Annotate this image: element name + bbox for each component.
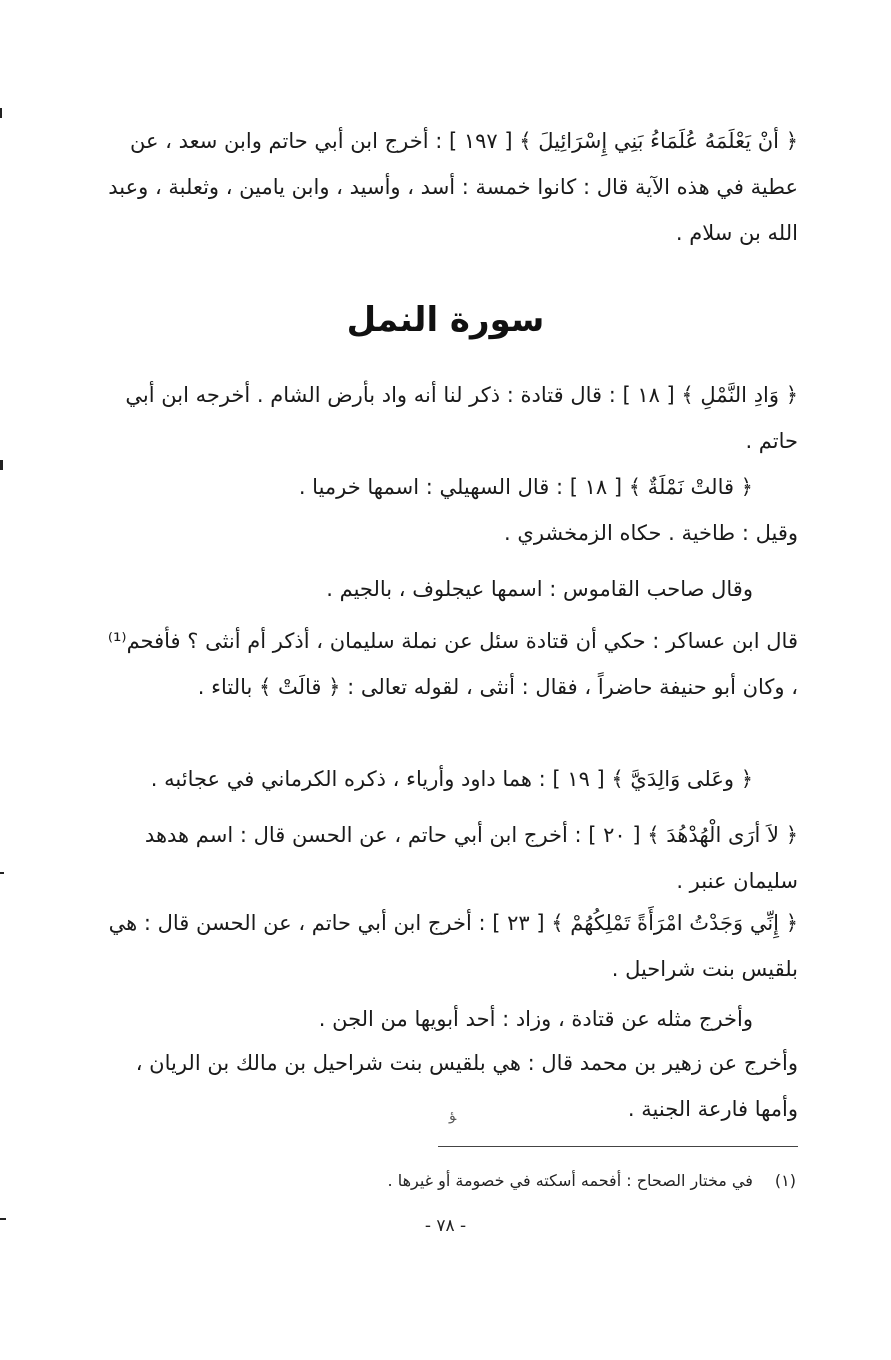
footnote-number: (١) [774,1171,796,1190]
page-number: - ٧٨ - [424,1216,467,1236]
paragraph-walidayya: ﴿ وعَلى وَالِدَيَّ ﴾ [ ١٩ ] : هما داود وأرياء ، ذكره الكرماني في عجائبه . [150,767,753,791]
scan-mark [0,1218,6,1220]
footnote-text: في مختار الصحاح : أفحمه أسكته في خصومة أو غيرها . [387,1171,753,1190]
paragraph-zuhair: وأخرج عن زهير بن محمد قال : هي بلقيس بنت شراحيل بن مالك بن الريان ، وأمها فارعة الجنية . [135,1051,798,1121]
paragraph-ulama-bani-israil: ﴿ أنْ يَعْلَمَهُ عُلَمَاءُ بَنِي إِسْرَائِيلَ ﴾ [ ١٩٧ ] : أخرج ابن أبي حاتم وابن سعد ، عن عطية في هذه الآية قال : كانوا خمسة : أسد ، وأسيد ، وابن يامين ، وثعلبة ، وعبد الله بن سلام . [108,129,798,245]
paragraph-ibn-asakir: قال ابن عساكر : حكي أن قتادة سئل عن نملة سليمان ، أذكر أم أنثى ؟ فأفحم⁽¹⁾ ، وكان أبو حنيفة حاضراً ، فقال : أنثى ، لقوله تعالى : ﴿ قالَتْ ﴾ بالتاء . [107,629,798,699]
paragraph-taakhiya: وقيل : طاخية . حكاه الزمخشري . [504,521,798,545]
paragraph-wad-an-naml: ﴿ وَادِ النَّمْلِ ﴾ [ ١٨ ] : قال قتادة : ذكر لنا أنه واد بأرض الشام . أخرجه ابن أبي حاتم . [125,383,798,453]
surah-title: سورة النمل [346,300,545,340]
paragraph-qamus: وقال صاحب القاموس : اسمها عيجلوف ، بالجيم . [326,577,753,601]
footnote-rule [438,1146,798,1147]
paragraph-qalat-namla: ﴿ قالتْ نَمْلَةٌ ﴾ [ ١٨ ] : قال السهيلي : اسمها خرميا . [298,475,753,499]
paragraph-qatada-jinn: وأخرج مثله عن قتادة ، وزاد : أحد أبويها من الجن . [318,1007,753,1031]
footnote [96,1166,796,1196]
end-ornament: ﺆ [449,1108,457,1124]
paragraph-hudhud: ﴿ لاَ أرَى الْهُدْهُدَ ﴾ [ ٢٠ ] : أخرج ابن أبي حاتم ، عن الحسن قال : اسم هدهد سليمان عنبر . [144,823,798,893]
scan-mark [0,872,4,874]
scan-mark [0,108,2,118]
scan-mark [0,460,3,470]
paragraph-imraa: ﴿ إِنِّي وَجَدْتُ امْرَأَةً تَمْلِكُهُمْ ﴾ [ ٢٣ ] : أخرج ابن أبي حاتم ، عن الحسن قال : هي بلقيس بنت شراحيل . [108,911,798,981]
